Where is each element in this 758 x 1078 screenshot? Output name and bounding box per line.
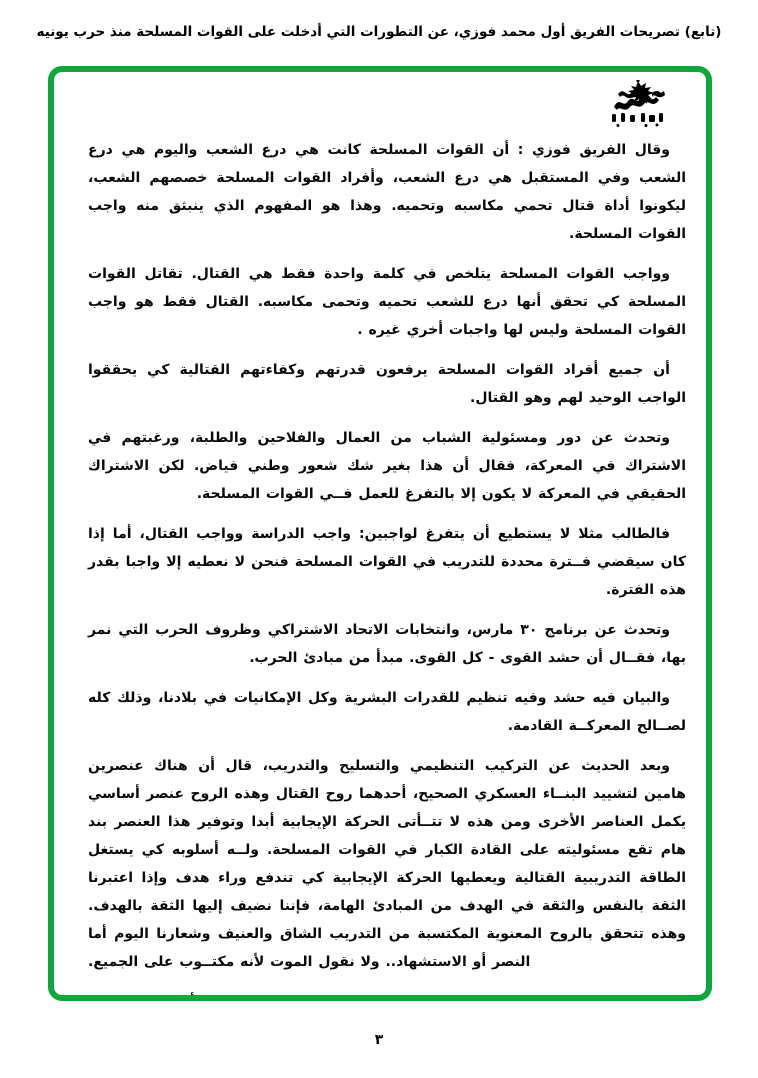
paragraph: أن جميع أفراد القوات المسلحة يرفعون قدرتهم وكفاءتهم القتالية كي يحققوا الواجب الوحيد لهم وهو القتال. [88,362,686,406]
paragraph: والبيان فيه حشد وفيه تنظيم للقدرات البشرية وكل الإمكانيات في بلادنا، وذلك كله لصــالح المعركــة القادمة. [88,690,686,734]
paragraph: وبعد الحديث عن التركيب التنظيمي والتسليح والتدريب، قال أن هناك عنصرين هامين لتشييد البنــاء العسكري الصحيح، أحدهما روح القتال وهذه الروح عنصر أساسي يكمل العناصر الأخرى ومن هذه لا تتــأتى الحركة الإيجابية أبدا وتوفير هذا العنصر بند هام تقع مسئوليته على القادة الكبار في القوات المسلحة. ولــه أسلوبه كي يستغل الطاقة التدريبية القتالية ويعطيها الحركة الإيجابية كي تندفع وراء هدف وإذا اعتبرنا الثقة بالنفس والثقة في الهدف من المبادئ الهامة، فإننا نضيف إليها الثقة بالهدف. وهذه تتحقق بالروح المعنوية المكتسبة من التدريب الشاق والعنيف وشعارنا اليوم أما النصر أو الاستشهاد.. ولا نقول الموت لأنه مكتــوب على الجميع. [88,758,686,970]
document-frame [48,66,712,1001]
paragraph: فالطالب مثلا لا يستطيع أن يتفرغ لواجبين: واجب الدراسة وواجب القتال، أما إذا كان سيقضي فــترة محددة للتدريب في القوات المسلحة فنحن لا نعطيه إلا واجبا بقدر هذه الفترة. [88,526,686,598]
paragraph: وواجب القوات المسلحة يتلخص في كلمة واحدة فقط هي القتال. تقاتل القوات المسلحة كي تحقق أنها درع للشعب تحميه وتحمى مكاسبه. القتال فقط هو واجب القوات المسلحة وليس لها واجبات أخري غيره . [88,266,686,338]
page-title: (تابع) تصريحات الفريق أول محمد فوزي، عن التطورات التي أدخلت على القوات المسلحة منذ حرب يونيه [36,24,722,40]
article-body [88,136,686,1001]
paragraph: وتحدث عن دور ومسئولية الشباب من العمال والفلاحين والطلبة، ورغبتهم في الاشتراك في المعركة، فقال أن هذا بغير شك شعور وطني فياض. لكن الاشتراك الحقيقي في المعركة لا يكون إلا بالتفرغ للعمل فــي القوات المسلحة. [88,430,686,502]
publisher-stamp-icon [594,80,682,128]
paragraph: وقال الفريق فوزي : أن القوات المسلحة كانت هي درع الشعب واليوم هي درع الشعب وفي المستقبل هي درع الشعب، وأفراد القوات المسلحة خصصهم الشعب، ليكونوا أداة قتال تحمي مكاسبه وتحميه. وهذا هو المفهوم الذي ينبثق منه واجب القوات المسلحة. [88,142,686,242]
stamp-row [88,80,686,132]
paragraph: وتحدث عن برنامج ٣٠ مارس، وانتخابات الاتحاد الاشتراكي وظروف الحرب التي نمر بها، فقــال أن حشد القوى - كل القوى. مبدأ من مبادئ الحرب. [88,622,686,666]
paragraph [88,988,686,1001]
page-number: ٣ [374,1032,384,1048]
